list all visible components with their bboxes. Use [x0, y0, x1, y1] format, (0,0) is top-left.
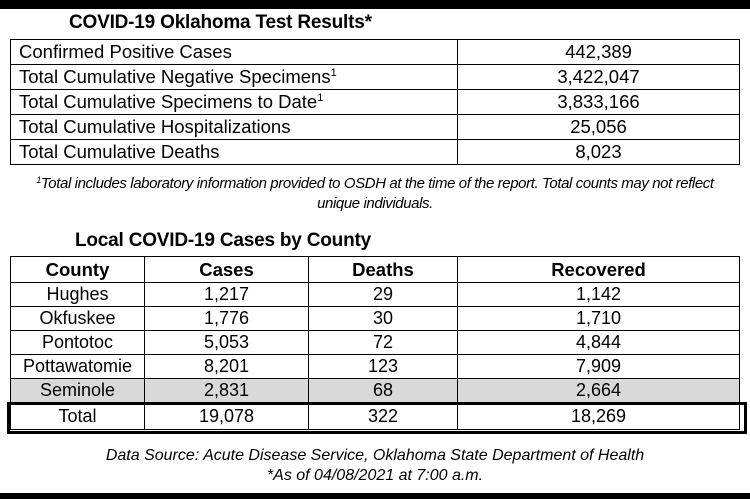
county-name: Seminole — [11, 379, 145, 404]
cases-cell: 1,217 — [145, 283, 309, 307]
county-name: Pottawatomie — [11, 355, 145, 379]
county-name: Pontotoc — [11, 331, 145, 355]
recovered-cell: 1,142 — [458, 283, 740, 307]
footnote-marker: 1 — [317, 92, 324, 104]
table-row — [11, 140, 740, 165]
table-row — [11, 40, 740, 65]
total-label: Total — [11, 403, 145, 430]
cases-cell: 8,201 — [145, 355, 309, 379]
col-header-county: County — [11, 257, 145, 283]
row-value: 3,422,047 — [458, 65, 740, 90]
deaths-cell: 123 — [309, 355, 458, 379]
total-deaths: 322 — [309, 403, 458, 430]
table-row — [11, 331, 740, 355]
footnote: $^1$Total includes laboratory information provided to OSDH at the time of the report. Total counts may not reflect unique individuals. — [36, 175, 714, 212]
row-value: 442,389 — [458, 40, 740, 65]
county-name: Hughes — [11, 283, 145, 307]
row-label: Total Cumulative Specimens to Date$^1$ — [11, 90, 458, 115]
table-row — [11, 115, 740, 140]
county-table — [10, 256, 740, 430]
deaths-cell: 72 — [309, 331, 458, 355]
row-value: 3,833,166 — [458, 90, 740, 115]
table-row — [11, 283, 740, 307]
col-header-deaths: Deaths — [309, 257, 458, 283]
row-label: Total Cumulative Deaths — [11, 140, 458, 165]
cases-cell: 1,776 — [145, 307, 309, 331]
footnote-marker: 1 — [330, 67, 337, 79]
cases-cell: 5,053 — [145, 331, 309, 355]
row-label: Total Cumulative Negative Specimens$^1$ — [11, 65, 458, 90]
test-results-title: COVID-19 Oklahoma Test Results* — [69, 12, 372, 33]
recovered-cell: 7,909 — [458, 355, 740, 379]
data-source-line: Data Source: Acute Disease Service, Oklahoma State Department of Health — [105, 447, 645, 464]
recovered-cell: 1,710 — [458, 307, 740, 331]
recovered-cell: 2,664 — [458, 379, 740, 404]
deaths-cell: 68 — [309, 379, 458, 404]
row-label: Total Cumulative Hospitalizations — [11, 115, 458, 140]
col-header-cases: Cases — [145, 257, 309, 283]
header-row — [11, 257, 740, 283]
row-value: 8,023 — [458, 140, 740, 165]
table-row — [11, 65, 740, 90]
bottom-border-bar — [0, 493, 750, 499]
total-cases: 19,078 — [145, 403, 309, 430]
county-name: Okfuskee — [11, 307, 145, 331]
data-source-note — [0, 446, 750, 486]
cases-cell: 2,831 — [145, 379, 309, 404]
top-border-bar — [0, 0, 750, 9]
county-table-title: Local COVID-19 Cases by County — [75, 230, 371, 251]
deaths-cell: 30 — [309, 307, 458, 331]
row-label: Confirmed Positive Cases — [11, 40, 458, 65]
row-value: 25,056 — [458, 115, 740, 140]
table-row — [11, 90, 740, 115]
deaths-cell: 29 — [309, 283, 458, 307]
table-row — [11, 355, 740, 379]
total-row — [11, 403, 740, 430]
recovered-cell: 4,844 — [458, 331, 740, 355]
table-row-highlighted — [11, 379, 740, 404]
col-header-recovered: Recovered — [458, 257, 740, 283]
total-recovered: 18,269 — [458, 403, 740, 430]
as-of-line: *As of 04/08/2021 at 7:00 a.m. — [266, 467, 484, 484]
table-row — [11, 307, 740, 331]
test-results-table — [10, 39, 740, 165]
